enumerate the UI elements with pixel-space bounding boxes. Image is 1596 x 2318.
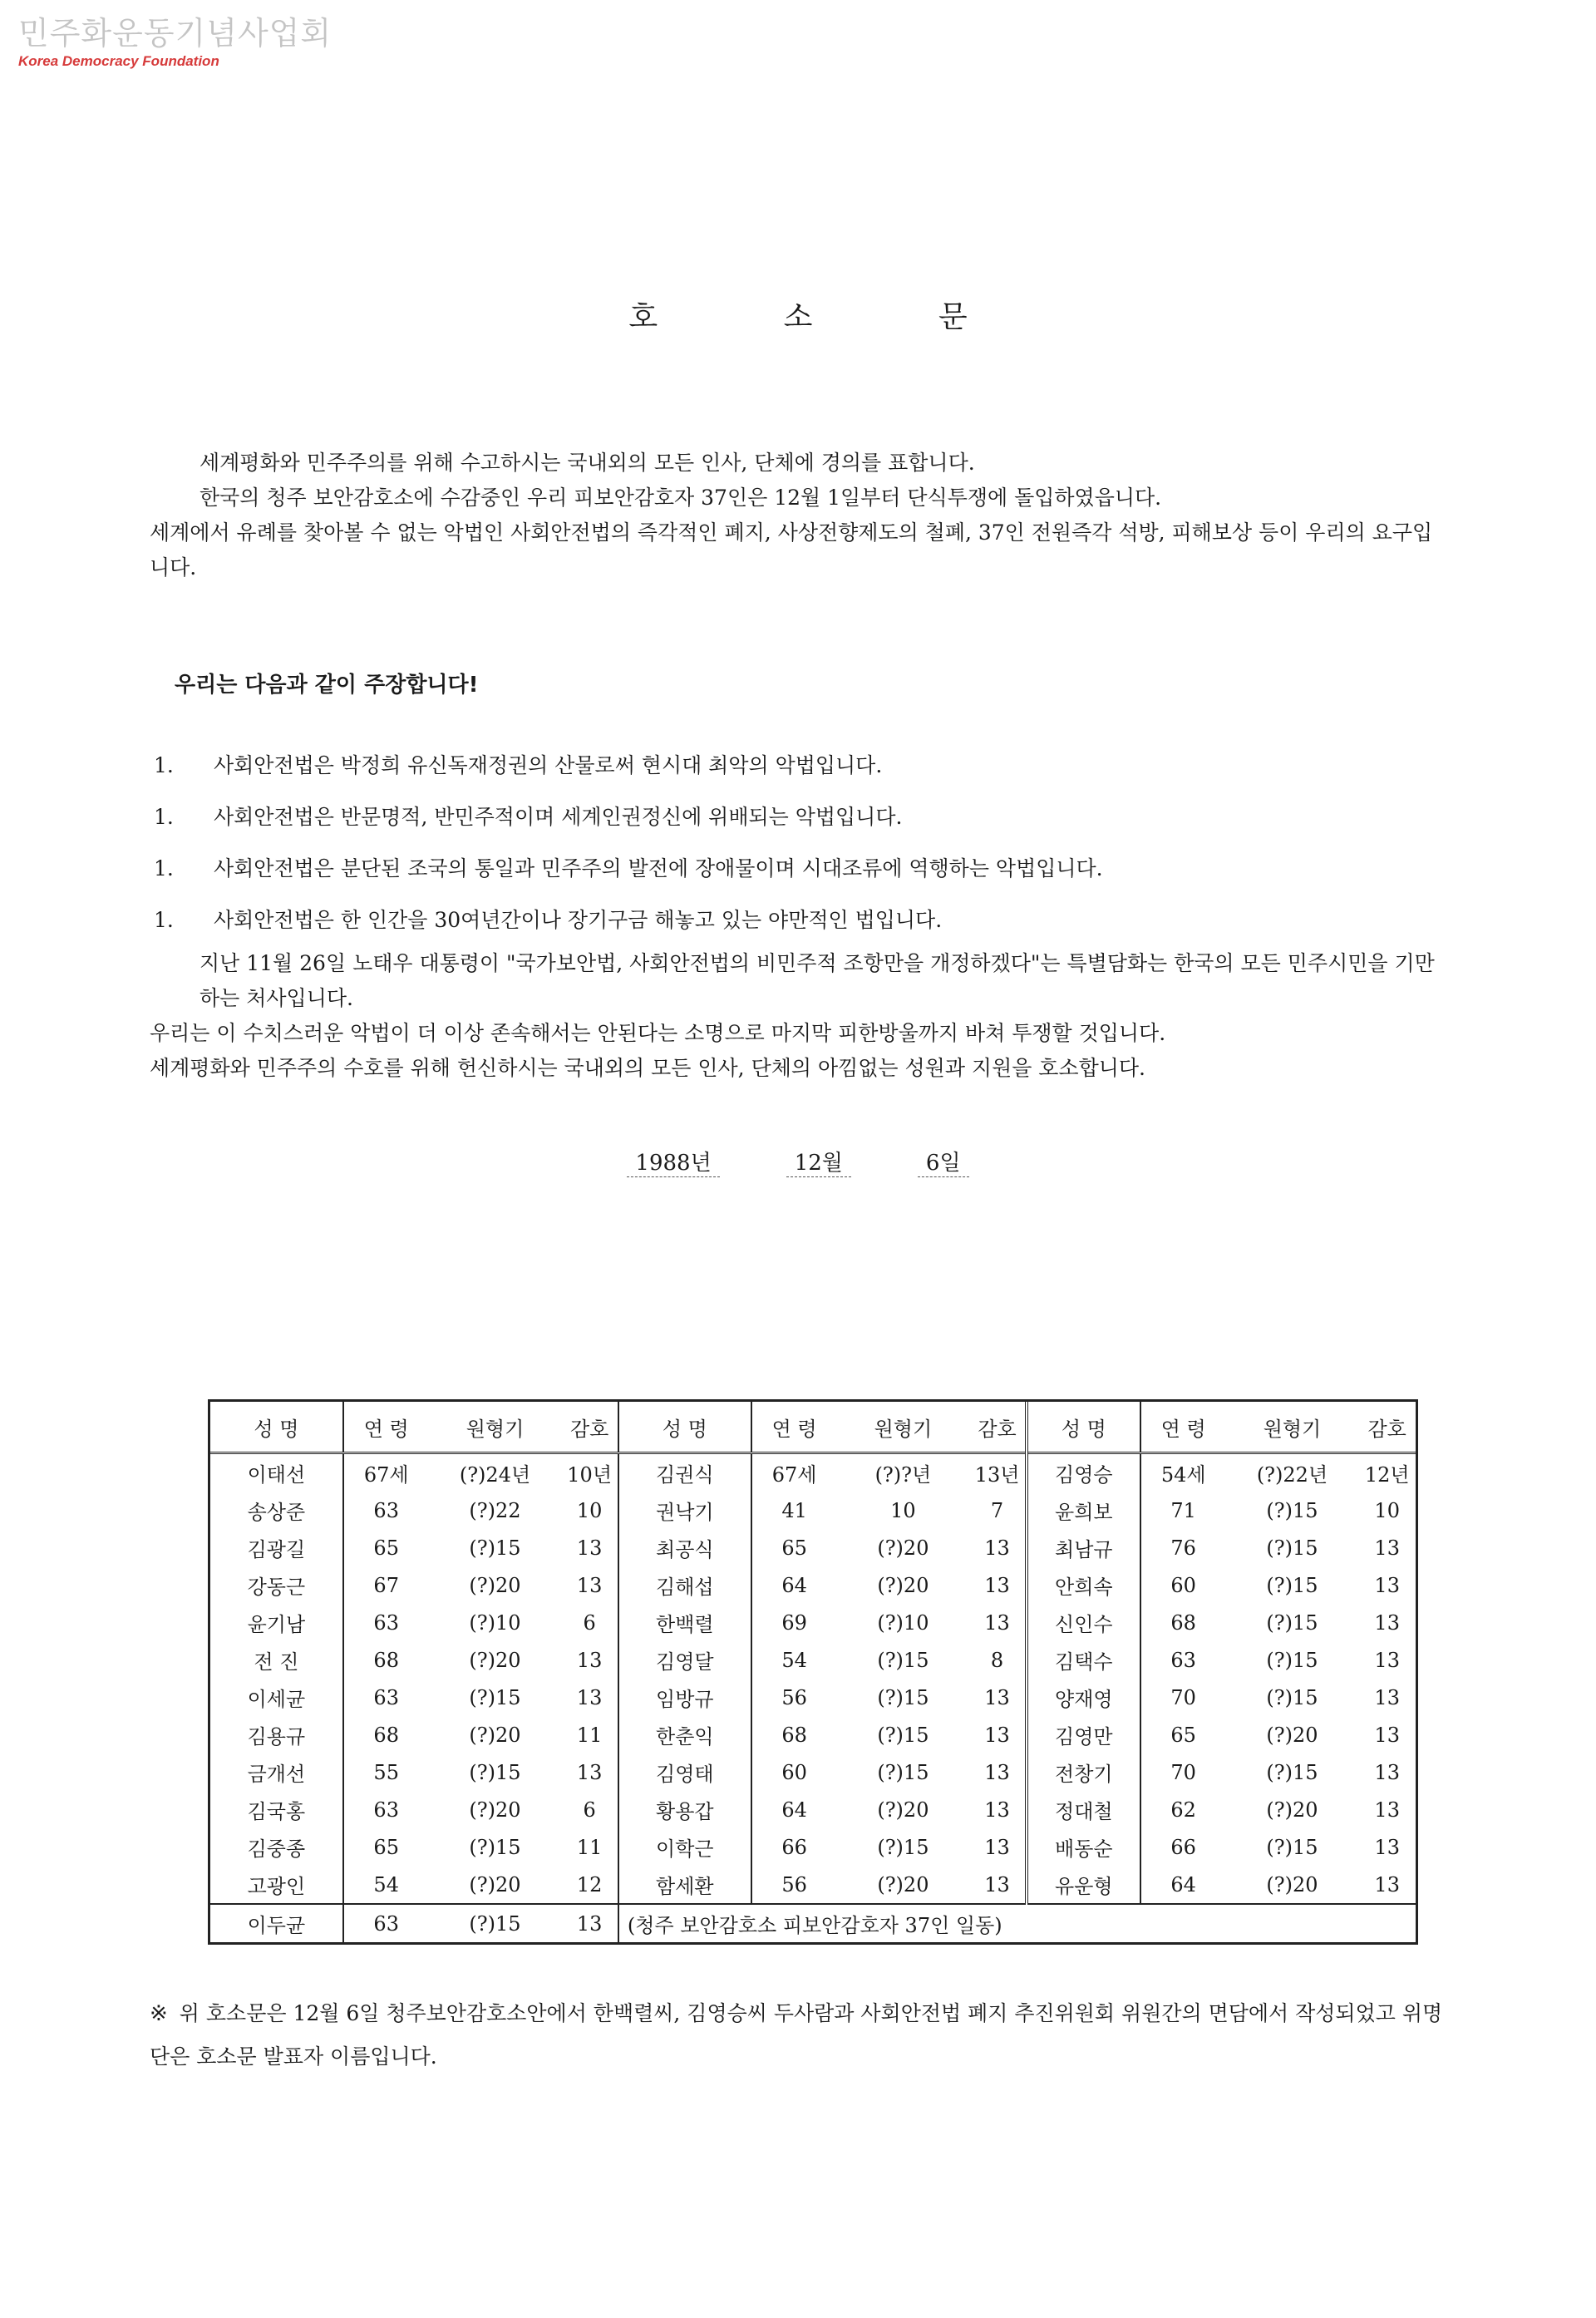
person-name: 전창기 xyxy=(1027,1753,1140,1791)
foundation-watermark xyxy=(18,15,332,70)
header-name: 성 명 xyxy=(1027,1402,1140,1453)
roster-row xyxy=(210,1604,1416,1641)
person-name: 이세균 xyxy=(247,1688,306,1711)
person-sentence: (?)20 xyxy=(469,1648,521,1672)
person-name: 김영승 xyxy=(1027,1453,1140,1492)
person-custody: 13년 xyxy=(974,1463,1020,1487)
person-name: 윤희보 xyxy=(1027,1492,1140,1529)
person-sentence: (?)15 xyxy=(1266,1648,1318,1672)
person-age: 54세 xyxy=(1140,1453,1226,1492)
roster-row xyxy=(210,1453,1416,1492)
person-sentence: (?)?년 xyxy=(874,1463,932,1487)
person-sentence: (?)15 xyxy=(1266,1835,1318,1859)
closing-section xyxy=(150,946,1446,1086)
person-name: 이태선 xyxy=(247,1463,306,1487)
header-custody: 감호 xyxy=(1358,1402,1416,1453)
person-name: 양재영 xyxy=(1027,1679,1140,1716)
header-sentence: 원형기 xyxy=(836,1402,969,1453)
person-name: 김영만 xyxy=(1027,1716,1140,1753)
person-sentence: (?)20 xyxy=(469,1798,521,1822)
closing-paragraph: 우리는 이 수치스러운 악법이 더 이상 존속해서는 안된다는 소명으로 마지막 피한방울까지 바쳐 투쟁할 것입니다. xyxy=(150,1021,1166,1045)
person-age: 66 xyxy=(751,1828,837,1866)
person-sentence: (?)20 xyxy=(1266,1872,1318,1896)
person-sentence: (?)15 xyxy=(877,1685,929,1709)
person-age: 56 xyxy=(751,1679,837,1716)
person-name: 김권식 xyxy=(618,1453,751,1492)
person-age: 60 xyxy=(1140,1566,1226,1604)
person-custody: 13 xyxy=(576,1573,603,1597)
note-text: 위 호소문은 12월 6일 청주보안감호소안에서 한백렬씨, 김영승씨 두사람과 사회안전법 폐지 추진위원회 위원간의 면담에서 작성되었고 위명단은 호소문 발표자 이름입니다. xyxy=(150,2001,1443,2069)
person-sentence: (?)15 xyxy=(1266,1573,1318,1597)
person-name: 최공식 xyxy=(618,1529,751,1566)
person-custody: 13 xyxy=(1374,1723,1400,1747)
person-custody: 13 xyxy=(1374,1835,1400,1859)
person-name: 김해섭 xyxy=(618,1566,751,1604)
person-name: 권낙기 xyxy=(618,1492,751,1529)
person-age: 55 xyxy=(343,1753,429,1791)
person-age: 68 xyxy=(343,1716,429,1753)
header-age: 연 령 xyxy=(343,1402,429,1453)
person-name: 김용규 xyxy=(247,1725,306,1748)
person-name: 최남규 xyxy=(1027,1529,1140,1566)
person-sentence: (?)15 xyxy=(469,1685,521,1709)
person-name: 정대철 xyxy=(1027,1791,1140,1828)
person-name: 김국홍 xyxy=(247,1800,306,1823)
roster-row xyxy=(210,1716,1416,1753)
closing-paragraph: 세계평화와 민주주의 수호를 위해 헌신하시는 국내외의 모든 인사, 단체의 아낌없는 성원과 지원을 호소합니다. xyxy=(150,1056,1146,1080)
person-name: 황용갑 xyxy=(618,1791,751,1828)
person-custody: 12 xyxy=(576,1872,603,1896)
person-name: 강동근 xyxy=(247,1576,306,1599)
claim-number: 1. xyxy=(154,908,174,932)
claim-number: 1. xyxy=(154,753,174,777)
person-custody: 10년 xyxy=(567,1463,613,1487)
person-age: 63 xyxy=(343,1604,429,1641)
person-sentence: (?)10 xyxy=(877,1610,929,1635)
person-name: 금개선 xyxy=(247,1763,306,1786)
person-age: 65 xyxy=(343,1529,429,1566)
roster-row xyxy=(210,1566,1416,1604)
person-age: 76 xyxy=(1140,1529,1226,1566)
person-sentence: (?)20 xyxy=(877,1872,929,1896)
person-name: 이두균 xyxy=(210,1904,343,1942)
person-name: 윤기남 xyxy=(247,1613,306,1636)
claim-text: 사회안전법은 반문명적, 반민주적이며 세계인권정신에 위배되는 악법입니다. xyxy=(214,805,903,829)
person-age: 54 xyxy=(751,1641,837,1679)
person-custody: 13 xyxy=(984,1723,1010,1747)
person-custody: 13 xyxy=(576,1685,603,1709)
claim-item xyxy=(154,797,1451,848)
roster-table xyxy=(208,1399,1418,1945)
roster-row xyxy=(210,1791,1416,1828)
footnote xyxy=(150,1992,1446,2079)
person-sentence: (?)15 xyxy=(1266,1610,1318,1635)
person-sentence: (?)15 xyxy=(469,1536,521,1560)
person-age: 63 xyxy=(343,1679,429,1716)
person-name: 임방규 xyxy=(618,1679,751,1716)
person-age: 56 xyxy=(751,1866,837,1904)
person-name: 김영태 xyxy=(618,1753,751,1791)
header-custody: 감호 xyxy=(969,1402,1027,1453)
roster-header-row xyxy=(210,1402,1416,1453)
document-title: 호 소 문 xyxy=(628,300,1026,334)
person-sentence: (?)24년 xyxy=(459,1463,531,1487)
person-custody: 13 xyxy=(576,1536,603,1560)
intro-paragraph: 세계에서 유례를 찾아볼 수 없는 악법인 사회안전법의 즉각적인 폐지, 사상전향제도의 철폐, 37인 전원즉각 석방, 피해보상 등이 우리의 요구입니다. xyxy=(150,520,1433,580)
person-custody: 6 xyxy=(583,1610,596,1635)
roster-signature: (청주 보안감호소 피보안감호자 37인 일동) xyxy=(618,1904,1416,1942)
person-custody: 13 xyxy=(1374,1685,1400,1709)
person-age: 60 xyxy=(751,1753,837,1791)
date-day: 6일 xyxy=(918,1146,969,1177)
roster-row xyxy=(210,1679,1416,1716)
person-sentence: (?)15 xyxy=(469,1835,521,1859)
roster-body xyxy=(210,1453,1416,1905)
person-sentence: (?)20 xyxy=(877,1536,929,1560)
person-custody: 11 xyxy=(576,1723,603,1747)
claim-text: 사회안전법은 한 인간을 30여년간이나 장기구금 해놓고 있는 야만적인 법입니다. xyxy=(214,908,943,932)
person-age: 69 xyxy=(751,1604,837,1641)
person-custody: 13 xyxy=(984,1872,1010,1896)
header-name: 성 명 xyxy=(210,1402,343,1453)
person-sentence: (?)22년 xyxy=(1256,1463,1328,1487)
person-age: 63 xyxy=(1140,1641,1226,1679)
person-age: 70 xyxy=(1140,1679,1226,1716)
roster-row xyxy=(210,1529,1416,1566)
person-sentence: 10 xyxy=(890,1498,916,1522)
person-custody: 13 xyxy=(1374,1610,1400,1635)
person-name: 함세환 xyxy=(618,1866,751,1904)
intro-section xyxy=(150,446,1446,585)
person-sentence: (?)15 xyxy=(877,1723,929,1747)
person-sentence: (?)15 xyxy=(877,1648,929,1672)
person-name: 김광길 xyxy=(247,1538,306,1561)
person-custody: 7 xyxy=(990,1498,1004,1522)
person-age: 54 xyxy=(343,1866,429,1904)
person-sentence: (?)20 xyxy=(469,1573,521,1597)
person-custody: 13 xyxy=(1374,1760,1400,1784)
person-custody: 13 xyxy=(984,1835,1010,1859)
roster-row xyxy=(210,1492,1416,1529)
person-custody: 13 xyxy=(576,1760,603,1784)
person-custody: 13 xyxy=(984,1760,1010,1784)
person-age: 66 xyxy=(1140,1828,1226,1866)
person-age: 67세 xyxy=(343,1453,429,1492)
person-sentence: (?)20 xyxy=(877,1798,929,1822)
header-name: 성 명 xyxy=(618,1402,751,1453)
person-age: 64 xyxy=(751,1791,837,1828)
person-custody: 13 xyxy=(576,1648,603,1672)
claim-item xyxy=(154,900,1451,951)
person-age: 63 xyxy=(343,1492,429,1529)
person-sentence: (?)20 xyxy=(1266,1723,1318,1747)
person-custody: 11 xyxy=(576,1835,603,1859)
roster-last-row xyxy=(210,1904,1416,1942)
person-name: 김택수 xyxy=(1027,1641,1140,1679)
date-year: 1988년 xyxy=(627,1146,719,1177)
watermark-subtitle: Korea Democracy Foundation xyxy=(18,53,219,69)
person-age: 41 xyxy=(751,1492,837,1529)
person-age: 67세 xyxy=(751,1453,837,1492)
intro-paragraph: 한국의 청주 보안감호소에 수감중인 우리 피보안감호자 37인은 12월 1일부터 단식투쟁에 돌입하였읍니다. xyxy=(200,486,1162,510)
person-custody: 10 xyxy=(1374,1498,1400,1522)
header-sentence: 원형기 xyxy=(1226,1402,1359,1453)
person-name: 이학근 xyxy=(618,1828,751,1866)
person-sentence: (?)20 xyxy=(469,1872,521,1896)
person-custody: 13 xyxy=(984,1573,1010,1597)
date-month: 12월 xyxy=(786,1146,851,1177)
claims-heading: 우리는 다음과 같이 주장합니다! xyxy=(175,673,479,698)
person-custody: 13 xyxy=(1374,1798,1400,1822)
claim-item xyxy=(154,848,1451,900)
person-sentence: (?)15 xyxy=(877,1835,929,1859)
person-sentence: (?)15 xyxy=(1266,1685,1318,1709)
person-age: 63 xyxy=(343,1791,429,1828)
person-name: 한춘익 xyxy=(618,1716,751,1753)
person-age: 63 xyxy=(343,1904,429,1942)
header-sentence: 원형기 xyxy=(429,1402,562,1453)
person-custody: 13 xyxy=(984,1798,1010,1822)
person-sentence: (?)15 xyxy=(469,1760,521,1784)
person-name: 안희속 xyxy=(1027,1566,1140,1604)
document-date xyxy=(0,1146,1596,1177)
note-mark-icon: ※ xyxy=(150,2001,168,2026)
roster-row xyxy=(210,1641,1416,1679)
claim-item xyxy=(154,745,1451,797)
person-custody: 13 xyxy=(1374,1536,1400,1560)
person-name: 고광인 xyxy=(247,1875,306,1898)
person-name: 유운형 xyxy=(1027,1866,1140,1904)
person-age: 64 xyxy=(1140,1866,1226,1904)
person-sentence: (?)15 xyxy=(1266,1498,1318,1522)
watermark-title: 민주화운동기념사업회 xyxy=(18,15,332,52)
intro-paragraph: 세계평화와 민주주의를 위해 수고하시는 국내외의 모든 인사, 단체에 경의를 표합니다. xyxy=(200,451,975,475)
person-custody: 12년 xyxy=(1364,1463,1410,1487)
person-sentence: (?)10 xyxy=(469,1610,521,1635)
person-custody: 6 xyxy=(583,1798,596,1822)
person-age: 68 xyxy=(751,1716,837,1753)
closing-paragraph: 지난 11월 26일 노태우 대통령이 "국가보안법, 사회안전법의 비민주적 조항만을 개정하겠다"는 특별담화는 한국의 모든 민주시민을 기만하는 처사입니다. xyxy=(200,951,1435,1010)
person-custody: 10 xyxy=(576,1498,603,1522)
header-custody: 감호 xyxy=(561,1402,618,1453)
person-name: 한백렬 xyxy=(618,1604,751,1641)
header-age: 연 령 xyxy=(1140,1402,1226,1453)
person-custody: 13 xyxy=(561,1904,618,1942)
person-name: 신인수 xyxy=(1027,1604,1140,1641)
person-sentence: (?)15 xyxy=(429,1904,562,1942)
roster-row xyxy=(210,1753,1416,1791)
header-age: 연 령 xyxy=(751,1402,837,1453)
person-custody: 13 xyxy=(1374,1648,1400,1672)
person-custody: 13 xyxy=(1374,1872,1400,1896)
person-age: 64 xyxy=(751,1566,837,1604)
person-sentence: (?)22 xyxy=(469,1498,521,1522)
person-custody: 13 xyxy=(984,1536,1010,1560)
person-age: 71 xyxy=(1140,1492,1226,1529)
person-age: 68 xyxy=(1140,1604,1226,1641)
roster-row xyxy=(210,1828,1416,1866)
person-name: 전 진 xyxy=(254,1650,299,1674)
person-custody: 8 xyxy=(990,1648,1004,1672)
claim-number: 1. xyxy=(154,856,174,880)
person-age: 65 xyxy=(343,1828,429,1866)
person-name: 배동순 xyxy=(1027,1828,1140,1866)
person-age: 65 xyxy=(751,1529,837,1566)
person-custody: 13 xyxy=(1374,1573,1400,1597)
person-custody: 13 xyxy=(984,1685,1010,1709)
person-name: 송상준 xyxy=(247,1501,306,1524)
person-age: 65 xyxy=(1140,1716,1226,1753)
person-sentence: (?)20 xyxy=(469,1723,521,1747)
person-sentence: (?)20 xyxy=(1266,1798,1318,1822)
person-name: 김영달 xyxy=(618,1641,751,1679)
person-age: 67 xyxy=(343,1566,429,1604)
person-sentence: (?)15 xyxy=(1266,1760,1318,1784)
person-custody: 13 xyxy=(984,1610,1010,1635)
claim-text: 사회안전법은 분단된 조국의 통일과 민주주의 발전에 장애물이며 시대조류에 역행하는 악법입니다. xyxy=(214,856,1103,880)
person-age: 70 xyxy=(1140,1753,1226,1791)
person-age: 62 xyxy=(1140,1791,1226,1828)
person-sentence: (?)20 xyxy=(877,1573,929,1597)
person-age: 68 xyxy=(343,1641,429,1679)
person-sentence: (?)15 xyxy=(877,1760,929,1784)
claims-list xyxy=(154,745,1451,951)
roster-row xyxy=(210,1866,1416,1904)
claim-text: 사회안전법은 박정희 유신독재정권의 산물로써 현시대 최악의 악법입니다. xyxy=(214,753,883,777)
person-name: 김중종 xyxy=(247,1837,306,1861)
claim-number: 1. xyxy=(154,805,174,829)
person-sentence: (?)15 xyxy=(1266,1536,1318,1560)
